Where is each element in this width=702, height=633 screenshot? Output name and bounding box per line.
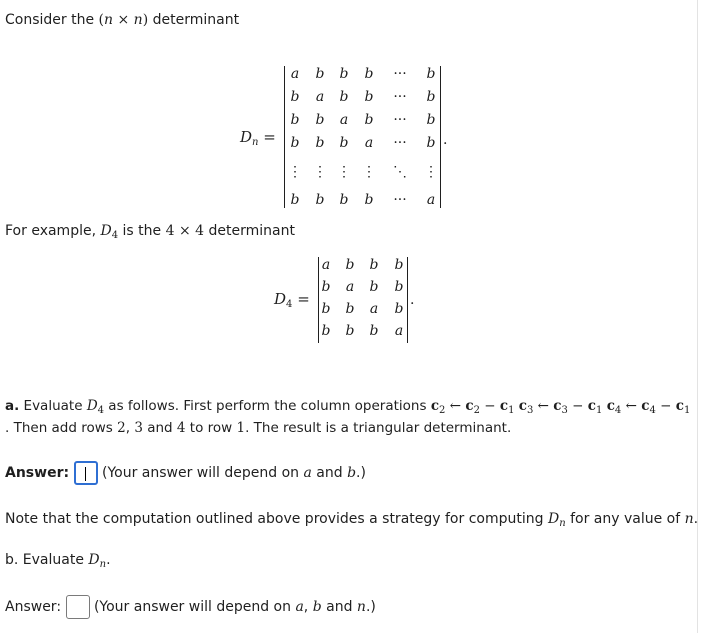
dn-matrix-cell: ···: [393, 135, 407, 151]
answer-a-row: [5, 461, 366, 485]
d4-matrix-cell: b: [345, 257, 355, 273]
answer-b-hint-prefix: (Your answer will depend on: [93, 599, 296, 615]
part-b-d: D: [88, 552, 100, 568]
d4-label: [274, 290, 310, 310]
op-2-r1: c: [553, 398, 562, 414]
d4-matrix-cell: b: [369, 323, 379, 339]
dn-matrix-cell: a: [426, 192, 436, 208]
dn-matrix-cell: b: [426, 135, 436, 151]
answer-a-hint: [102, 465, 366, 481]
intro-n1: n: [104, 12, 114, 28]
dn-matrix-cell: b: [315, 135, 325, 151]
example-sub: 4: [111, 230, 119, 241]
op-3-minus: −: [655, 398, 676, 414]
dn-left-bar: [284, 66, 285, 208]
part-a-line2: [5, 420, 511, 436]
dn-matrix-cell: b: [315, 112, 325, 128]
dn-matrix-cell: b: [364, 89, 374, 105]
answer-a-hint-prefix: (Your answer will depend on: [101, 465, 304, 481]
dn-matrix-cell: b: [426, 66, 436, 82]
d4-matrix-cell: a: [369, 301, 379, 317]
op-2-lhs: c: [518, 398, 527, 414]
op-3-r2: c: [675, 398, 684, 414]
dn-matrix-cell: a: [364, 135, 374, 151]
example-prefix: For example,: [5, 223, 101, 239]
part-a-d: D: [86, 398, 98, 414]
example-mid: is the: [118, 223, 166, 239]
answer-a-hint-suffix: .): [356, 465, 366, 481]
dn-matrix-cell: b: [290, 89, 300, 105]
dn-trailing-period: .: [443, 132, 448, 148]
note-d: D: [547, 511, 560, 527]
example-four1: 4: [165, 223, 175, 239]
part-b-prefix: b. Evaluate: [5, 552, 89, 568]
d4-matrix-cell: b: [321, 301, 331, 317]
d4-matrix-cell: b: [394, 301, 404, 317]
part-a-row2: 2: [117, 420, 126, 436]
dn-matrix-cell: b: [290, 192, 300, 208]
dn-matrix-cell: ⋮: [337, 164, 351, 180]
op-1-lsub: 2: [439, 405, 446, 416]
part-a-line1: [5, 398, 690, 416]
op-2-r1sub: 3: [561, 405, 568, 416]
example-times: ×: [174, 223, 196, 239]
op-2-r2sub: 1: [596, 405, 603, 416]
intro-line: [5, 12, 239, 28]
part-a-sub: 4: [97, 405, 105, 416]
part-b-end: .: [106, 552, 111, 568]
op-1-r1: c: [465, 398, 474, 414]
note-mid: for any value of: [565, 511, 685, 527]
answer-a-and: and: [311, 465, 348, 481]
part-a-row1: 1: [236, 420, 246, 436]
d4-matrix-cell: b: [369, 279, 379, 295]
op-1-minus: −: [479, 398, 500, 414]
op-1-lhs: c: [430, 398, 440, 414]
part-a-to: to row: [185, 420, 237, 436]
d4-matrix-cell: a: [321, 257, 331, 273]
note-end: .: [693, 511, 699, 527]
d4-matrix-cell: b: [345, 323, 355, 339]
part-a-row4: 4: [176, 420, 186, 436]
part-a-end: . The result is a triangular determinant.: [245, 420, 512, 436]
dn-matrix-cell: ···: [393, 112, 407, 128]
dn-matrix-cell: a: [290, 66, 300, 82]
op-3-r1: c: [641, 398, 650, 414]
op-3-r1sub: 4: [649, 405, 656, 416]
dn-matrix-cell: b: [364, 66, 374, 82]
dn-matrix-cell: a: [339, 112, 349, 128]
note-line: [5, 511, 698, 529]
d4-label-sub: 4: [286, 299, 293, 310]
dn-matrix-cell: b: [315, 66, 325, 82]
part-b-sub: n: [99, 559, 107, 570]
d4-matrix-cell: b: [394, 279, 404, 295]
part-a-text1: Evaluate: [19, 398, 87, 414]
answer-a-label: Answer:: [5, 465, 70, 481]
dn-label-d: D: [240, 128, 253, 146]
answer-b-hint-suffix: .): [365, 599, 376, 615]
intro-times: ×: [113, 12, 134, 28]
d4-matrix-cell: b: [321, 279, 331, 295]
op-2-arrow: ←: [533, 398, 554, 414]
dn-label-sub: n: [252, 137, 259, 148]
op-2-r2: c: [587, 398, 597, 414]
answer-b-row: [5, 595, 376, 619]
dn-matrix-cell: ⋮: [313, 164, 327, 180]
dn-matrix-cell: b: [290, 135, 300, 151]
answer-b-comma: ,: [303, 599, 313, 615]
d4-right-bar: [407, 257, 408, 343]
dn-matrix-cell: b: [315, 192, 325, 208]
part-a-line2-a: . Then add rows: [5, 420, 118, 436]
intro-suffix: determinant: [148, 12, 240, 28]
answer-b-and: and: [321, 599, 357, 615]
dn-matrix-cell: b: [290, 112, 300, 128]
d4-matrix-cell: b: [345, 301, 355, 317]
dn-matrix-cell: ⋮: [288, 164, 302, 180]
example-d: D: [100, 223, 112, 239]
d4-equals: =: [297, 290, 310, 308]
d4-matrix-cell: b: [394, 257, 404, 273]
op-2-minus: −: [567, 398, 588, 414]
example-suffix: determinant: [204, 223, 295, 239]
column-operations: [431, 398, 691, 414]
dn-matrix-cell: ⋱: [393, 164, 407, 180]
op-3-arrow: ←: [621, 398, 642, 414]
intro-n2: n: [133, 12, 143, 28]
dn-matrix-cell: b: [426, 89, 436, 105]
d4-matrix-cell: a: [394, 323, 404, 339]
part-a-and: and: [142, 420, 177, 436]
op-1-r2: c: [499, 398, 509, 414]
note-sub: n: [559, 518, 566, 529]
op-1-r2sub: 1: [508, 405, 515, 416]
answer-b-label: Answer:: [5, 599, 62, 615]
d4-matrix-cell: a: [345, 279, 355, 295]
note-n: n: [684, 511, 694, 527]
example-line: [5, 223, 295, 241]
dn-label: [240, 128, 276, 148]
op-2-lsub: 3: [526, 405, 534, 416]
part-b-line: [5, 552, 111, 570]
dn-equals: =: [263, 128, 276, 146]
dn-matrix-cell: b: [339, 192, 349, 208]
answer-b-input[interactable]: [66, 595, 90, 619]
d4-trailing-period: .: [410, 292, 415, 308]
answer-a-input[interactable]: [74, 461, 98, 485]
d4-matrix-cell: b: [321, 323, 331, 339]
dn-matrix-cell: ···: [393, 192, 407, 208]
answer-b-var-b: b: [312, 599, 322, 615]
answer-b-var-n: n: [356, 599, 366, 615]
intro-close-paren: ): [142, 12, 149, 28]
example-four2: 4: [195, 223, 205, 239]
d4-matrix-cell: b: [369, 257, 379, 273]
dn-matrix-cell: ···: [393, 89, 407, 105]
note-text: Note that the computation outlined above provides a strategy for computing: [5, 511, 548, 527]
op-3-lhs: c: [606, 398, 615, 414]
answer-a-var-a: a: [303, 465, 312, 481]
dn-matrix-cell: b: [339, 135, 349, 151]
dn-matrix-cell: b: [364, 192, 374, 208]
intro-prefix: Consider the: [5, 12, 99, 28]
dn-right-bar: [440, 66, 441, 208]
dn-matrix-cell: ⋮: [362, 164, 376, 180]
dn-matrix-cell: ⋮: [424, 164, 438, 180]
part-a-row3: 3: [134, 420, 143, 436]
dn-matrix-cell: b: [339, 66, 349, 82]
answer-a-var-b: b: [347, 465, 357, 481]
page-right-border: [697, 0, 698, 633]
dn-matrix-cell: a: [315, 89, 325, 105]
op-3-r2sub: 1: [683, 405, 691, 416]
intro-open-paren: (: [98, 12, 104, 28]
dn-matrix-cell: b: [339, 89, 349, 105]
dn-matrix-cell: b: [364, 112, 374, 128]
answer-b-var-a: a: [295, 599, 304, 615]
op-3-lsub: 4: [614, 405, 622, 416]
d4-label-d: D: [274, 290, 287, 308]
op-1-arrow: ←: [445, 398, 466, 414]
answer-b-hint: [94, 599, 376, 615]
op-1-r1sub: 2: [473, 405, 480, 416]
part-a-comma: ,: [125, 420, 135, 436]
dn-matrix-cell: ···: [393, 66, 407, 82]
part-a-text2: as follows. First perform the column operations: [104, 398, 431, 414]
part-a-marker: a.: [5, 398, 20, 414]
dn-matrix-cell: b: [426, 112, 436, 128]
